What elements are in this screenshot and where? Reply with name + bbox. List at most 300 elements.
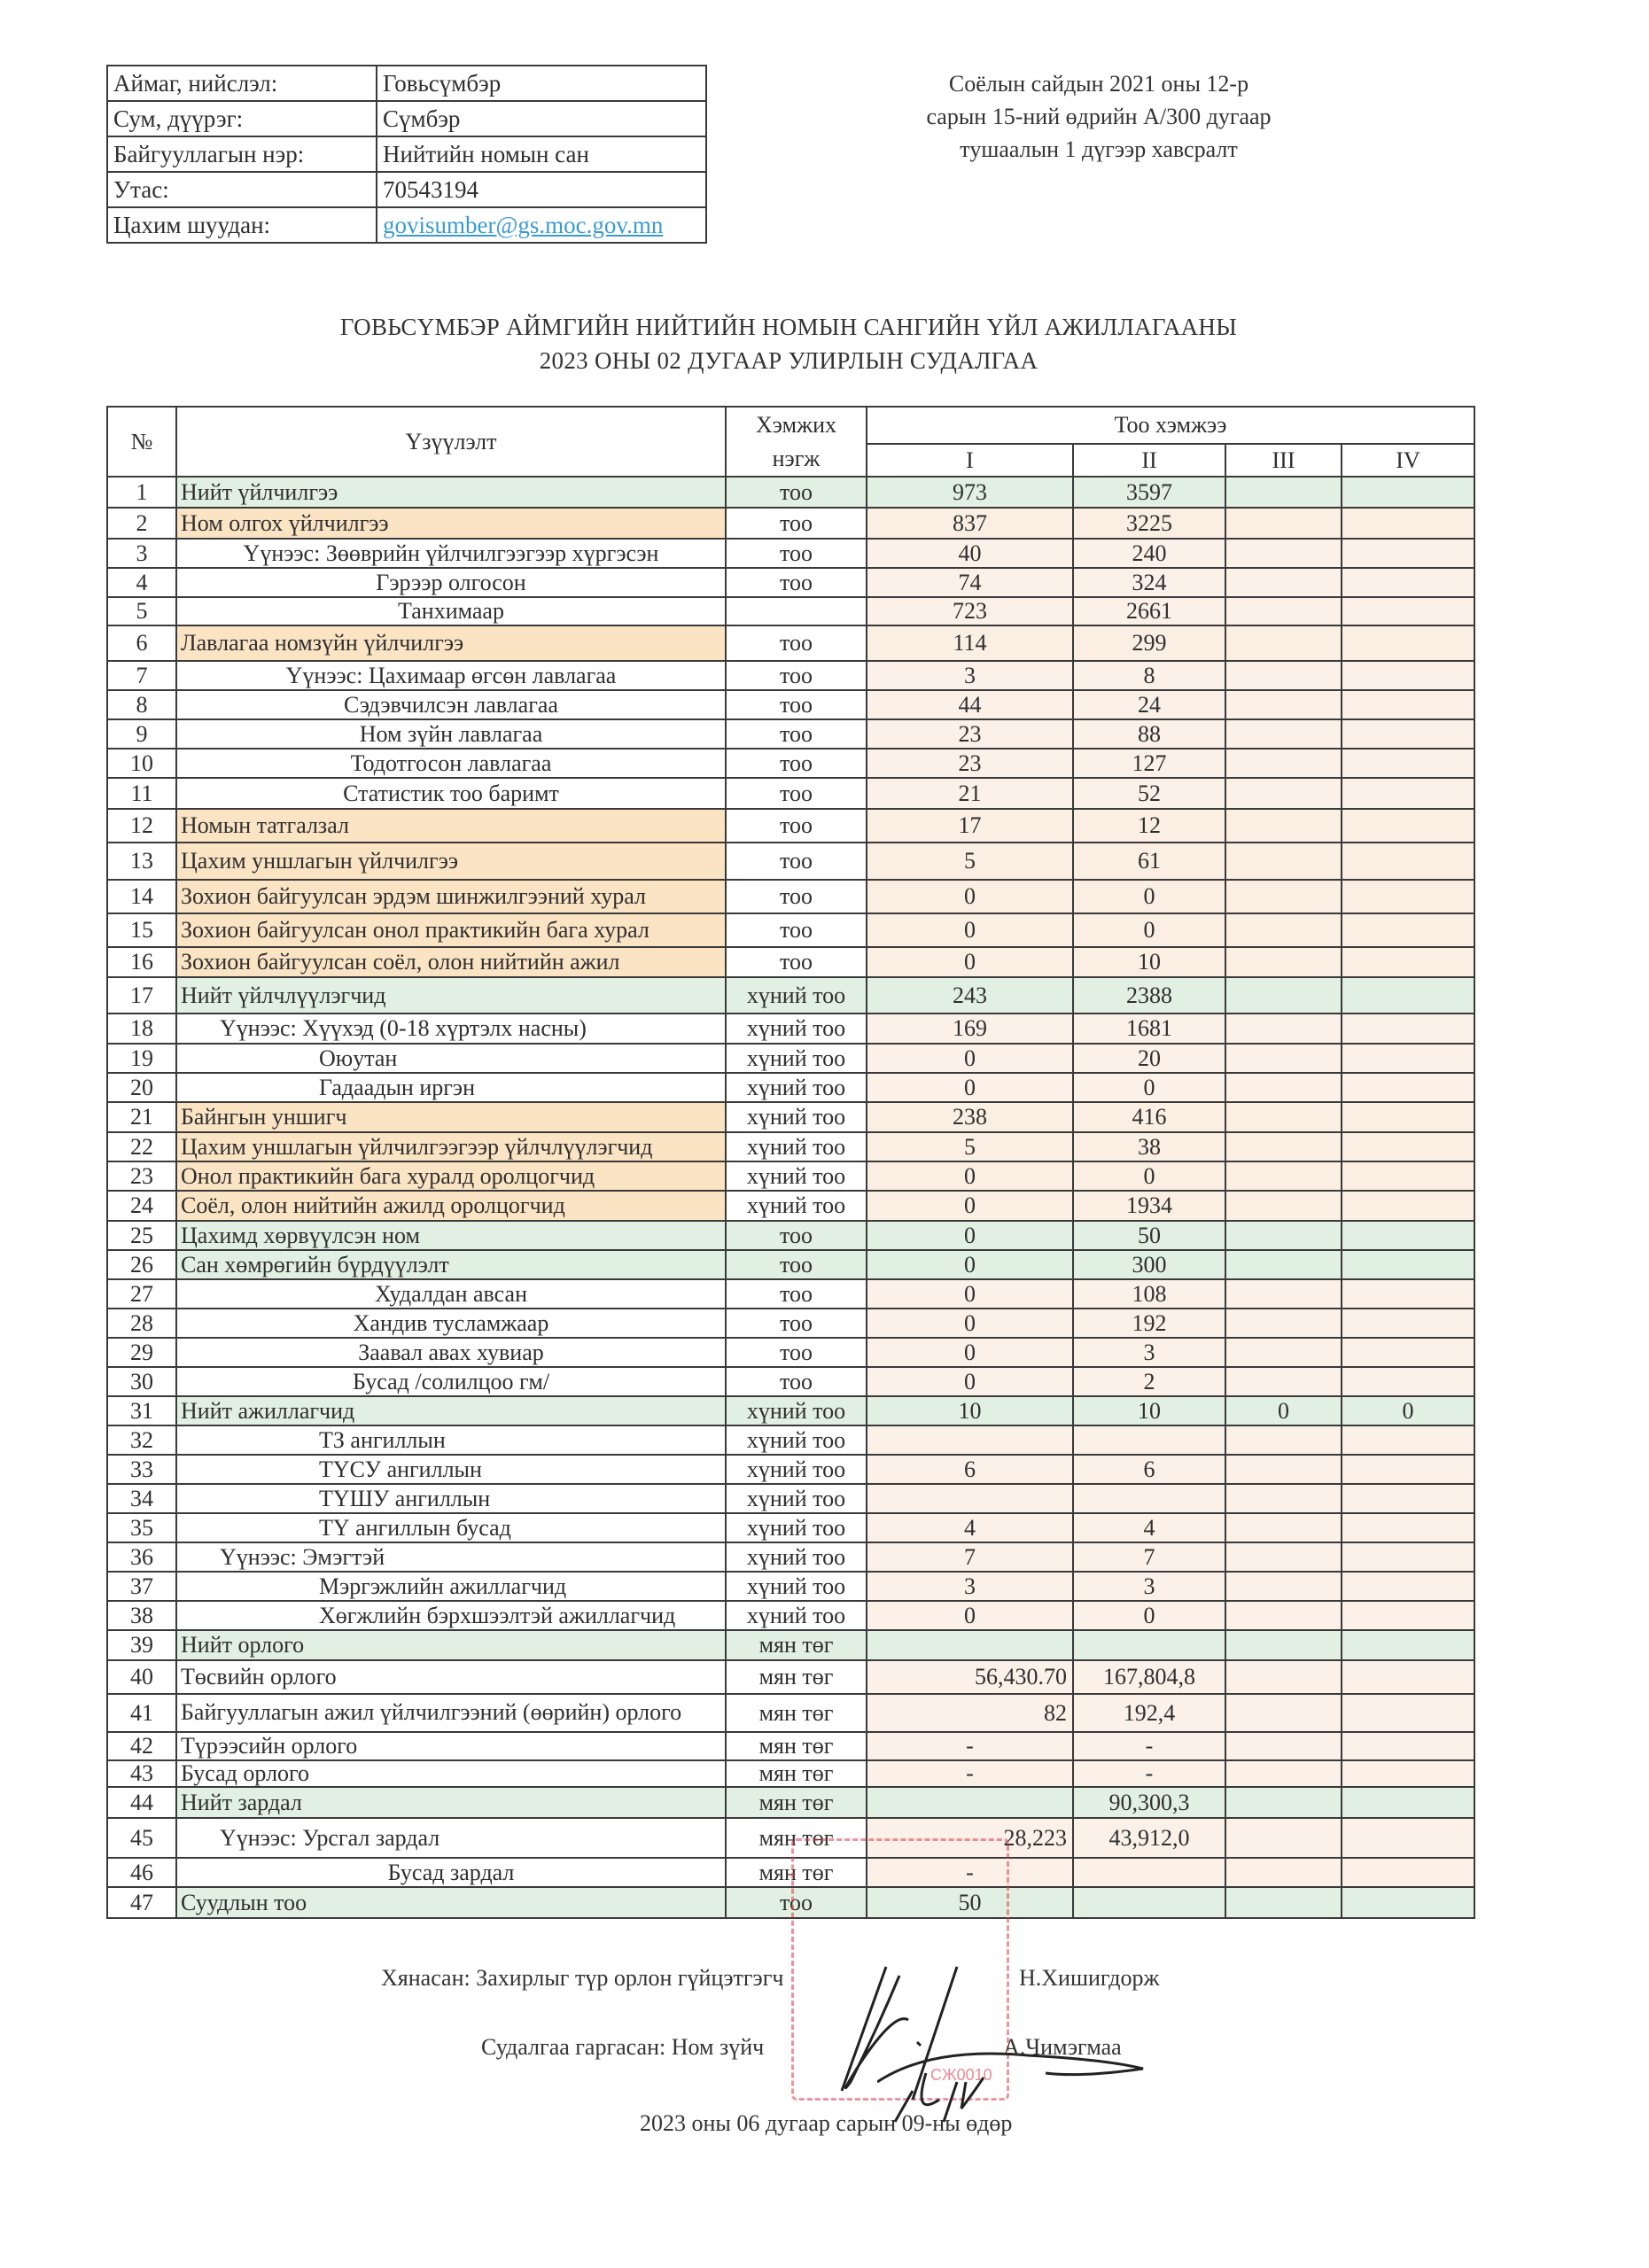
quarter-3-value — [1225, 1542, 1342, 1572]
indicator-name: Бусад орлого — [176, 1760, 726, 1787]
quarter-4-value — [1342, 1250, 1474, 1279]
row-number: 33 — [107, 1455, 176, 1484]
quarter-2-value: 88 — [1073, 719, 1225, 749]
row-number: 18 — [107, 1014, 176, 1044]
unit: тоо — [726, 913, 867, 947]
quarter-3-value — [1225, 1660, 1342, 1694]
quarter-2-value: 2661 — [1073, 597, 1225, 625]
info-label: Аймаг, нийслэл: — [107, 66, 377, 101]
quarter-4-value — [1342, 843, 1474, 880]
info-value: Сүмбэр — [377, 101, 706, 136]
table-row — [107, 690, 1474, 719]
quarter-1-value: 0 — [867, 1161, 1073, 1191]
row-number: 37 — [107, 1572, 176, 1601]
quarter-1-value: 0 — [867, 913, 1073, 947]
quarter-4-value — [1342, 947, 1474, 977]
quarter-1-value: 7 — [867, 1542, 1073, 1572]
title-line: 2023 ОНЫ 02 ДУГААР УЛИРЛЫН СУДАЛГАА — [539, 347, 1038, 374]
table-row — [107, 1542, 1474, 1572]
row-number: 6 — [107, 625, 176, 661]
quarter-2-value: 240 — [1073, 539, 1225, 568]
unit: тоо — [726, 568, 867, 597]
unit: тоо — [726, 880, 867, 913]
quarter-3-value — [1225, 539, 1342, 568]
quarter-2-value: 1681 — [1073, 1014, 1225, 1044]
quarter-4-value — [1342, 1425, 1474, 1455]
quarter-4-value — [1342, 1221, 1474, 1250]
header-indicator: Үзүүлэлт — [176, 407, 726, 477]
quarter-2-value: 0 — [1073, 1601, 1225, 1630]
unit: тоо — [726, 778, 867, 809]
unit: тоо — [726, 477, 867, 508]
quarter-2-value: 2388 — [1073, 977, 1225, 1014]
table-row — [107, 719, 1474, 749]
row-number: 5 — [107, 597, 176, 625]
quarter-3-value — [1225, 1858, 1342, 1887]
quarter-3-value — [1225, 880, 1342, 913]
unit: хүний тоо — [726, 1044, 867, 1073]
quarter-2-value: 6 — [1073, 1455, 1225, 1484]
quarter-1-value: 4 — [867, 1513, 1073, 1542]
quarter-2-value — [1073, 1887, 1225, 1918]
quarter-3-value — [1225, 809, 1342, 843]
indicator-name: Нийт үйлчлүүлэгчид — [176, 977, 726, 1014]
unit: тоо — [726, 690, 867, 719]
unit: мян төг — [726, 1760, 867, 1787]
indicator-name: Цахим уншлагын үйлчилгээ — [176, 843, 726, 880]
row-number: 20 — [107, 1073, 176, 1102]
row-number: 19 — [107, 1044, 176, 1073]
quarter-1-value: 837 — [867, 508, 1073, 539]
indicator-name: Заавал авах хувиар — [176, 1338, 726, 1367]
info-label: Байгууллагын нэр: — [107, 136, 377, 172]
info-label: Цахим шуудан: — [107, 207, 377, 243]
quarter-3-value — [1225, 1630, 1342, 1660]
quarter-4-value — [1342, 625, 1474, 661]
indicator-name: Сан хөмрөгийн бүрдүүлэлт — [176, 1250, 726, 1279]
table-row — [107, 1250, 1474, 1279]
table-row — [107, 661, 1474, 690]
unit: хүний тоо — [726, 1073, 867, 1102]
quarter-3-value — [1225, 1513, 1342, 1542]
quarter-4-value — [1342, 778, 1474, 809]
quarter-4-value — [1342, 719, 1474, 749]
quarter-2-value: 3597 — [1073, 477, 1225, 508]
quarter-1-value: 21 — [867, 778, 1073, 809]
quarter-1-value: 17 — [867, 809, 1073, 843]
indicator-name: Үүнээс: Хүүхэд (0-18 хүртэлх насны) — [176, 1014, 726, 1044]
row-number: 8 — [107, 690, 176, 719]
indicator-name: Онол практикийн бага хуралд оролцогчид — [176, 1161, 726, 1191]
unit: хүний тоо — [726, 1542, 867, 1572]
table-row — [107, 1601, 1474, 1630]
header-q4: IV — [1342, 444, 1474, 477]
table-row — [107, 880, 1474, 913]
row-number: 35 — [107, 1513, 176, 1542]
indicator-name: ТҮСУ ангиллын — [176, 1455, 726, 1484]
quarter-1-value: 6 — [867, 1455, 1073, 1484]
quarter-2-value: 24 — [1073, 690, 1225, 719]
header-unit — [726, 407, 867, 477]
quarter-2-value: 0 — [1073, 1073, 1225, 1102]
quarter-1-value: 23 — [867, 719, 1073, 749]
quarter-1-value: 0 — [867, 1073, 1073, 1102]
quarter-3-value: 0 — [1225, 1396, 1342, 1425]
table-body — [107, 477, 1474, 1918]
quarter-4-value — [1342, 690, 1474, 719]
row-number: 41 — [107, 1694, 176, 1732]
quarter-2-value: 1934 — [1073, 1191, 1225, 1221]
table-row — [107, 1014, 1474, 1044]
prepared-by-label: Судалгаа гаргасан: Ном зүйч — [481, 2034, 765, 2060]
indicator-name: Зохион байгуулсан онол практикийн бага хурал — [176, 913, 726, 947]
indicator-name: Суудлын тоо — [176, 1887, 726, 1918]
row-number: 7 — [107, 661, 176, 690]
indicator-name: Нийт орлого — [176, 1630, 726, 1660]
quarter-3-value — [1225, 947, 1342, 977]
row-number: 29 — [107, 1338, 176, 1367]
unit: хүний тоо — [726, 1572, 867, 1601]
quarter-4-value — [1342, 1732, 1474, 1760]
quarter-4-value — [1342, 1630, 1474, 1660]
unit: тоо — [726, 1309, 867, 1338]
row-number: 1 — [107, 477, 176, 508]
quarter-4-value — [1342, 477, 1474, 508]
quarter-3-value — [1225, 1161, 1342, 1191]
table-row — [107, 913, 1474, 947]
quarter-2-value: 192,4 — [1073, 1694, 1225, 1732]
indicator-name: Нийт үйлчилгээ — [176, 477, 726, 508]
row-number: 14 — [107, 880, 176, 913]
row-number: 13 — [107, 843, 176, 880]
unit: мян төг — [726, 1694, 867, 1732]
indicator-name: Гэрээр олгосон — [176, 568, 726, 597]
quarter-3-value — [1225, 778, 1342, 809]
row-number: 16 — [107, 947, 176, 977]
row-number: 42 — [107, 1732, 176, 1760]
indicator-name: Үүнээс: Эмэгтэй — [176, 1542, 726, 1572]
quarter-3-value — [1225, 1221, 1342, 1250]
quarter-2-value: 3 — [1073, 1572, 1225, 1601]
quarter-2-value: 416 — [1073, 1102, 1225, 1132]
quarter-1-value: 3 — [867, 1572, 1073, 1601]
quarter-3-value — [1225, 977, 1342, 1014]
quarter-3-value — [1225, 477, 1342, 508]
table-row — [107, 1221, 1474, 1250]
quarter-4-value — [1342, 1787, 1474, 1818]
quarter-4-value — [1342, 809, 1474, 843]
unit: тоо — [726, 661, 867, 690]
row-number: 26 — [107, 1250, 176, 1279]
quarter-4-value — [1342, 1014, 1474, 1044]
header-q1: I — [867, 444, 1073, 477]
table-row — [107, 1484, 1474, 1513]
quarter-3-value — [1225, 1601, 1342, 1630]
quarter-4-value — [1342, 1572, 1474, 1601]
table-row — [107, 1279, 1474, 1309]
indicator-name: Лавлагаа номзүйн үйлчилгээ — [176, 625, 726, 661]
quarter-3-value — [1225, 719, 1342, 749]
table-row — [107, 1630, 1474, 1660]
info-row-email — [107, 207, 706, 243]
quarter-1-value: - — [867, 1732, 1073, 1760]
unit: тоо — [726, 749, 867, 778]
row-number: 47 — [107, 1887, 176, 1918]
quarter-1-value: 0 — [867, 1367, 1073, 1396]
table-row — [107, 1338, 1474, 1367]
indicator-name: Түрээсийн орлого — [176, 1732, 726, 1760]
row-number: 12 — [107, 809, 176, 843]
row-number: 38 — [107, 1601, 176, 1630]
header-quantity: Тоо хэмжээ — [867, 407, 1474, 444]
indicator-name: Нийт ажиллагчид — [176, 1396, 726, 1425]
table-row — [107, 1513, 1474, 1542]
indicator-name: Тодотгосон лавлагаа — [176, 749, 726, 778]
quarter-4-value — [1342, 1044, 1474, 1073]
quarter-2-value: 127 — [1073, 749, 1225, 778]
quarter-3-value — [1225, 1102, 1342, 1132]
row-number: 25 — [107, 1221, 176, 1250]
quarter-1-value: 50 — [867, 1887, 1073, 1918]
table-row — [107, 1309, 1474, 1338]
indicator-name: Ном зүйн лавлагаа — [176, 719, 726, 749]
quarter-2-value — [1073, 1484, 1225, 1513]
indicator-name: ТЗ ангиллын — [176, 1425, 726, 1455]
table-row — [107, 749, 1474, 778]
table-row — [107, 1760, 1474, 1787]
unit: хүний тоо — [726, 1484, 867, 1513]
unit: хүний тоо — [726, 1396, 867, 1425]
quarter-1-value: 40 — [867, 539, 1073, 568]
quarter-2-value: 50 — [1073, 1221, 1225, 1250]
header-row — [107, 407, 1474, 444]
quarter-1-value: 243 — [867, 977, 1073, 1014]
indicator-name: Үүнээс: Зөөврийн үйлчилгээгээр хүргэсэн — [176, 539, 726, 568]
quarter-2-value: 38 — [1073, 1132, 1225, 1161]
header-num: № — [107, 407, 176, 477]
quarter-3-value — [1225, 1250, 1342, 1279]
indicator-name: Соёл, олон нийтийн ажилд оролцогчид — [176, 1191, 726, 1221]
indicator-name: Зохион байгуулсан эрдэм шинжилгээний хурал — [176, 880, 726, 913]
info-label: Сум, дүүрэг: — [107, 101, 377, 136]
quarter-2-value: 10 — [1073, 947, 1225, 977]
quarter-3-value — [1225, 661, 1342, 690]
unit: тоо — [726, 1338, 867, 1367]
unit: мян төг — [726, 1818, 867, 1858]
quarter-4-value — [1342, 568, 1474, 597]
annex-line: сарын 15-ний өдрийн А/300 дугаар — [926, 104, 1272, 129]
unit: мян төг — [726, 1732, 867, 1760]
indicator-name: Үүнээс: Урсгал зардал — [176, 1818, 726, 1858]
quarter-3-value — [1225, 690, 1342, 719]
unit: хүний тоо — [726, 1014, 867, 1044]
indicator-name: Бусад /солилцоо гм/ — [176, 1367, 726, 1396]
unit: мян төг — [726, 1630, 867, 1660]
table-row — [107, 1161, 1474, 1191]
quarter-2-value: 0 — [1073, 880, 1225, 913]
unit: тоо — [726, 1279, 867, 1309]
quarter-1-value: 0 — [867, 1338, 1073, 1367]
quarter-4-value — [1342, 1887, 1474, 1918]
unit: тоо — [726, 843, 867, 880]
quarter-1-value: 0 — [867, 1044, 1073, 1073]
indicator-name: Хандив тусламжаар — [176, 1309, 726, 1338]
quarter-3-value — [1225, 1572, 1342, 1601]
info-row-aimag — [107, 66, 706, 101]
quarter-2-value: 12 — [1073, 809, 1225, 843]
table-row — [107, 1367, 1474, 1396]
organization-info-table — [106, 65, 707, 244]
table-row — [107, 1425, 1474, 1455]
quarter-2-value: 192 — [1073, 1309, 1225, 1338]
quarter-2-value: 324 — [1073, 568, 1225, 597]
reviewed-by-name: Н.Хишигдорж — [1019, 1965, 1160, 1991]
header-q2: II — [1073, 444, 1225, 477]
title-line: ГОВЬСҮМБЭР АЙМГИЙН НИЙТИЙН НОМЫН САНГИЙН ҮЙЛ АЖИЛЛАГААНЫ — [339, 314, 1238, 340]
quarter-4-value — [1342, 1309, 1474, 1338]
row-number: 43 — [107, 1760, 176, 1787]
quarter-4-value — [1342, 1455, 1474, 1484]
unit: тоо — [726, 625, 867, 661]
table-row — [107, 1044, 1474, 1073]
quarter-3-value — [1225, 1279, 1342, 1309]
row-number: 45 — [107, 1818, 176, 1858]
indicator-name: Цахим уншлагын үйлчилгээгээр үйлчлүүлэгчид — [176, 1132, 726, 1161]
unit: хүний тоо — [726, 1132, 867, 1161]
unit: хүний тоо — [726, 1601, 867, 1630]
quarter-3-value — [1225, 1073, 1342, 1102]
quarter-1-value: 0 — [867, 1221, 1073, 1250]
info-value: 70543194 — [377, 172, 706, 207]
quarter-2-value: 3225 — [1073, 508, 1225, 539]
document-date: 2023 оны 06 дугаар сарын 09-ны өдөр — [640, 2110, 1013, 2136]
quarter-4-value — [1342, 1161, 1474, 1191]
document-title — [177, 310, 1400, 377]
quarter-3-value — [1225, 508, 1342, 539]
indicator-name: Цахимд хөрвүүлсэн ном — [176, 1221, 726, 1250]
row-number: 23 — [107, 1161, 176, 1191]
reviewed-by-label: Хянасан: Захирлыг түр орлон гүйцэтгэгч — [381, 1965, 784, 1991]
quarter-3-value — [1225, 843, 1342, 880]
table-row — [107, 477, 1474, 508]
quarter-1-value: 82 — [867, 1694, 1073, 1732]
quarter-4-value — [1342, 661, 1474, 690]
indicator-name: Статистик тоо баримт — [176, 778, 726, 809]
unit: тоо — [726, 1250, 867, 1279]
quarter-1-value: 56,430.70 — [867, 1660, 1073, 1694]
quarter-4-value — [1342, 1760, 1474, 1787]
quarter-1-value: 10 — [867, 1396, 1073, 1425]
row-number: 24 — [107, 1191, 176, 1221]
quarter-3-value — [1225, 913, 1342, 947]
row-number: 40 — [107, 1660, 176, 1694]
quarter-3-value — [1225, 749, 1342, 778]
indicator-name: Нийт зардал — [176, 1787, 726, 1818]
row-number: 30 — [107, 1367, 176, 1396]
unit: хүний тоо — [726, 1102, 867, 1132]
quarter-4-value — [1342, 1132, 1474, 1161]
indicator-name: Байгууллагын ажил үйлчилгээний (өөрийн) орлого — [176, 1694, 726, 1732]
unit: тоо — [726, 947, 867, 977]
table-row — [107, 1455, 1474, 1484]
indicator-name: Хөгжлийн бэрхшээлтэй ажиллагчид — [176, 1601, 726, 1630]
quarter-1-value: 44 — [867, 690, 1073, 719]
quarter-4-value — [1342, 1338, 1474, 1367]
quarter-3-value — [1225, 625, 1342, 661]
quarter-4-value — [1342, 1484, 1474, 1513]
quarter-3-value — [1225, 1338, 1342, 1367]
header-unit-line: нэгж — [772, 445, 821, 471]
row-number: 44 — [107, 1787, 176, 1818]
quarter-2-value: 0 — [1073, 1161, 1225, 1191]
quarter-1-value: 0 — [867, 1279, 1073, 1309]
unit: мян төг — [726, 1787, 867, 1818]
quarter-1-value: 0 — [867, 1250, 1073, 1279]
indicator-name: Сэдэвчилсэн лавлагаа — [176, 690, 726, 719]
quarter-4-value — [1342, 1542, 1474, 1572]
unit: хүний тоо — [726, 1425, 867, 1455]
table-row — [107, 1572, 1474, 1601]
table-row — [107, 539, 1474, 568]
quarter-2-value: 43,912,0 — [1073, 1818, 1225, 1858]
quarter-4-value — [1342, 1073, 1474, 1102]
indicator-name: Төсвийн орлого — [176, 1660, 726, 1694]
quarter-2-value: 0 — [1073, 913, 1225, 947]
row-number: 36 — [107, 1542, 176, 1572]
quarter-3-value — [1225, 1694, 1342, 1732]
quarter-4-value — [1342, 1279, 1474, 1309]
quarter-4-value — [1342, 1102, 1474, 1132]
quarter-3-value — [1225, 1044, 1342, 1073]
quarter-2-value — [1073, 1425, 1225, 1455]
row-number: 9 — [107, 719, 176, 749]
unit: тоо — [726, 719, 867, 749]
quarter-1-value: 114 — [867, 625, 1073, 661]
quarter-2-value: 4 — [1073, 1513, 1225, 1542]
quarter-1-value: 28,223 — [867, 1818, 1073, 1858]
indicator-name: ТҮШУ ангиллын — [176, 1484, 726, 1513]
table-row — [107, 1732, 1474, 1760]
table-row — [107, 778, 1474, 809]
table-row — [107, 947, 1474, 977]
info-row-sum — [107, 101, 706, 136]
quarter-2-value: - — [1073, 1732, 1225, 1760]
quarter-4-value — [1342, 508, 1474, 539]
row-number: 32 — [107, 1425, 176, 1455]
unit: хүний тоо — [726, 977, 867, 1014]
table-row — [107, 1787, 1474, 1818]
stamp-code: СЖ0010 — [930, 2066, 992, 2084]
quarter-4-value — [1342, 1660, 1474, 1694]
email-link[interactable]: govisumber@gs.moc.gov.mn — [383, 212, 664, 238]
quarter-1-value: 0 — [867, 1191, 1073, 1221]
info-label: Утас: — [107, 172, 377, 207]
unit: хүний тоо — [726, 1161, 867, 1191]
quarter-3-value — [1225, 1484, 1342, 1513]
quarter-1-value: 5 — [867, 843, 1073, 880]
prepared-by-name: А.Чимэгмаа — [1003, 2034, 1122, 2060]
quarter-2-value: 20 — [1073, 1044, 1225, 1073]
row-number: 31 — [107, 1396, 176, 1425]
quarter-3-value — [1225, 1760, 1342, 1787]
unit: тоо — [726, 809, 867, 843]
quarter-2-value: 167,804,8 — [1073, 1660, 1225, 1694]
quarter-3-value — [1225, 1309, 1342, 1338]
quarter-4-value — [1342, 913, 1474, 947]
quarter-2-value: 10 — [1073, 1396, 1225, 1425]
row-number: 34 — [107, 1484, 176, 1513]
unit — [726, 597, 867, 625]
